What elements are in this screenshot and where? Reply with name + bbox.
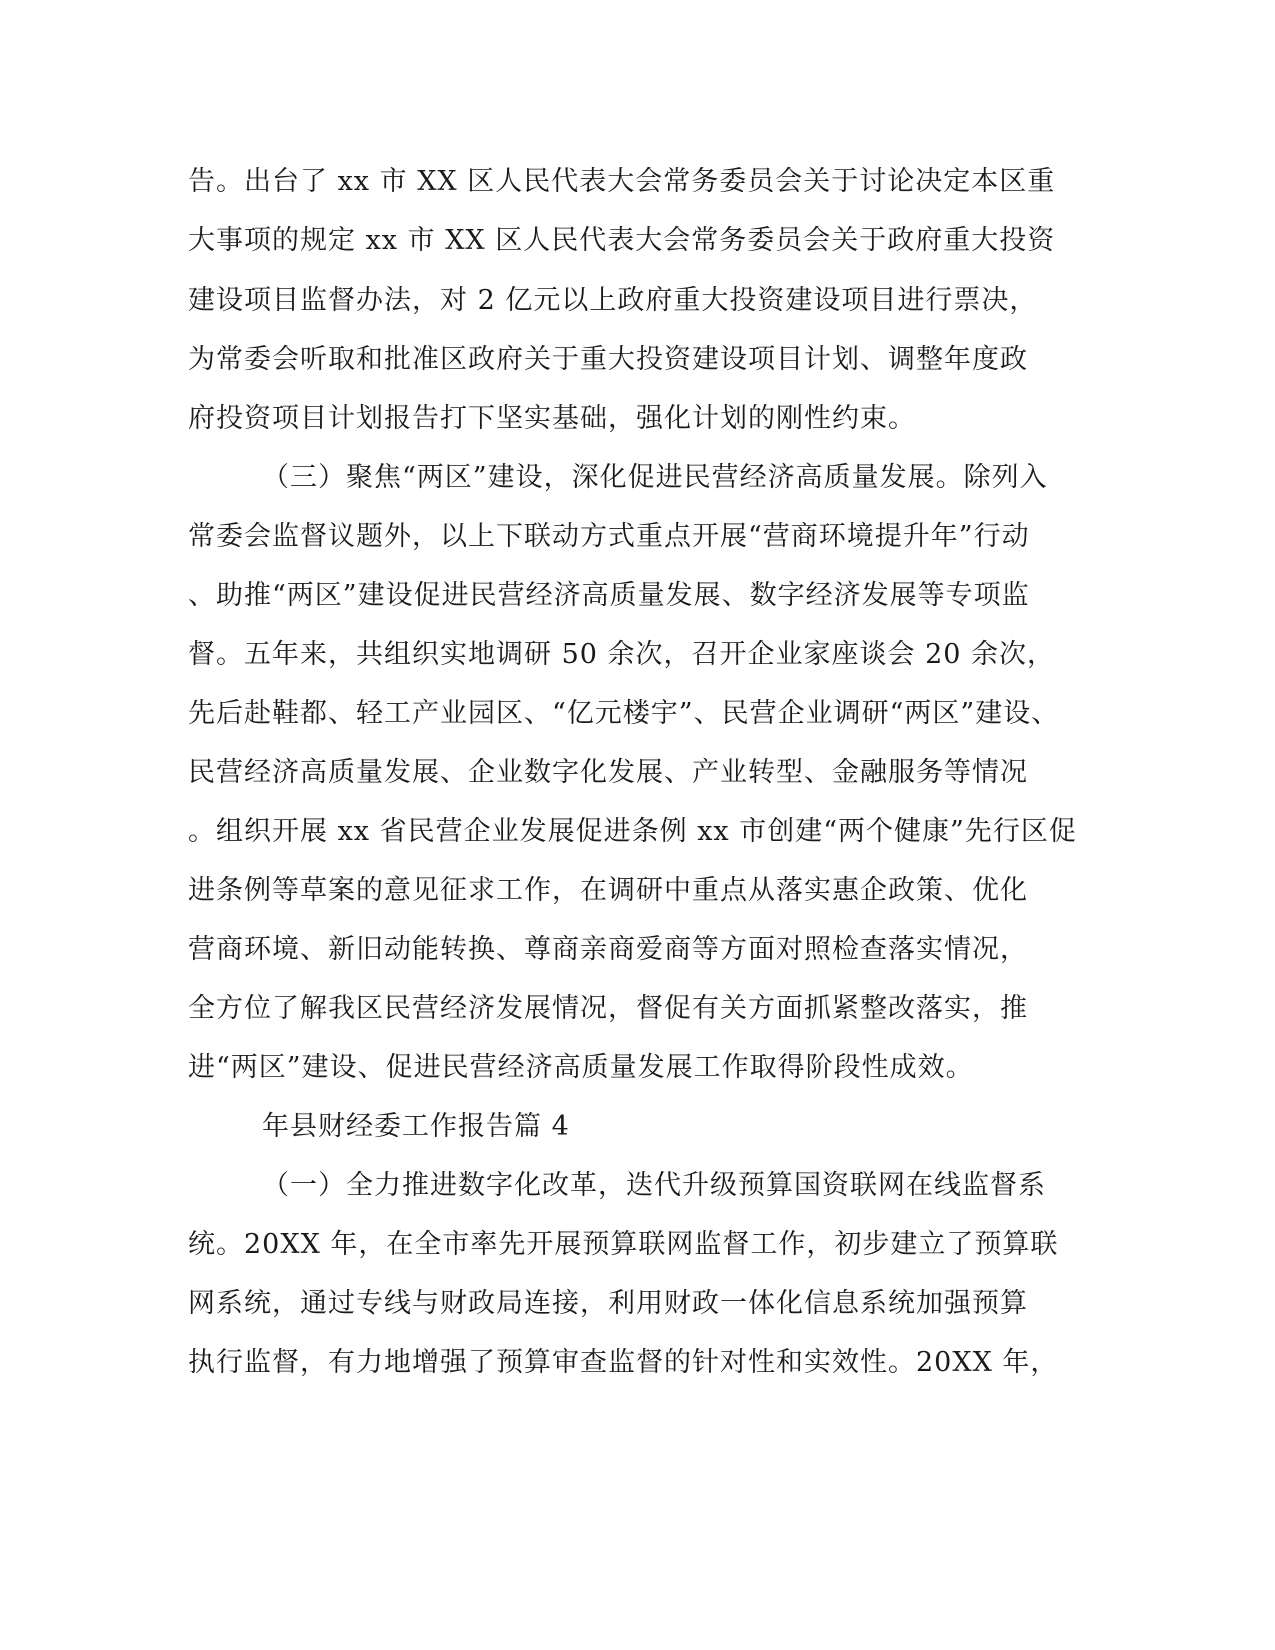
text-line: 大事项的规定 xx 市 XX 区人民代表大会常务委员会关于政府重大投资	[188, 225, 1056, 256]
paragraph-heading-line: （三）聚焦“两区”建设，深化促进民营经济高质量发展。除列入	[262, 462, 1048, 493]
text-line: 营商环境、新旧动能转换、尊商亲商爱商等方面对照检查落实情况，	[188, 934, 1028, 965]
text-line: 建设项目监督办法，对 2 亿元以上政府重大投资建设项目进行票决，	[188, 285, 1038, 316]
text-line: 、助推“两区”建设促进民营经济高质量发展、数字经济发展等专项监	[188, 580, 1030, 611]
text-line: 。组织开展 xx 省民营企业发展促进条例 xx 市创建“两个健康”先行区促	[188, 816, 1077, 847]
text-line: 告。出台了 xx 市 XX 区人民代表大会常务委员会关于讨论决定本区重	[188, 166, 1056, 197]
text-line: 网系统，通过专线与财政局连接，利用财政一体化信息系统加强预算	[188, 1288, 1028, 1319]
paragraph-heading-line: （一）全力推进数字化改革，迭代升级预算国资联网在线监督系	[262, 1170, 1046, 1201]
text-line: 民营经济高质量发展、企业数字化发展、产业转型、金融服务等情况	[188, 757, 1028, 788]
text-line: 全方位了解我区民营经济发展情况，督促有关方面抓紧整改落实，推	[188, 993, 1028, 1024]
text-line: 进条例等草案的意见征求工作，在调研中重点从落实惠企政策、优化	[188, 875, 1028, 906]
text-line: 统。20XX 年，在全市率先开展预算联网监督工作，初步建立了预算联	[188, 1229, 1059, 1260]
text-line: 为常委会听取和批准区政府关于重大投资建设项目计划、调整年度政	[188, 344, 1028, 375]
text-line: 进“两区”建设、促进民营经济高质量发展工作取得阶段性成效。	[188, 1052, 974, 1083]
text-line: 常委会监督议题外，以上下联动方式重点开展“营商环境提升年”行动	[188, 521, 1030, 552]
section-title: 年县财经委工作报告篇 4	[262, 1111, 570, 1142]
text-line: 先后赴鞋都、轻工产业园区、“亿元楼宇”、民营企业调研“两区”建设、	[188, 698, 1060, 729]
text-line: 督。五年来，共组织实地调研 50 余次，召开企业家座谈会 20 余次，	[188, 639, 1056, 670]
text-line: 执行监督，有力地增强了预算审查监督的针对性和实效性。20XX 年，	[188, 1347, 1059, 1378]
text-line: 府投资项目计划报告打下坚实基础，强化计划的刚性约束。	[188, 403, 916, 434]
